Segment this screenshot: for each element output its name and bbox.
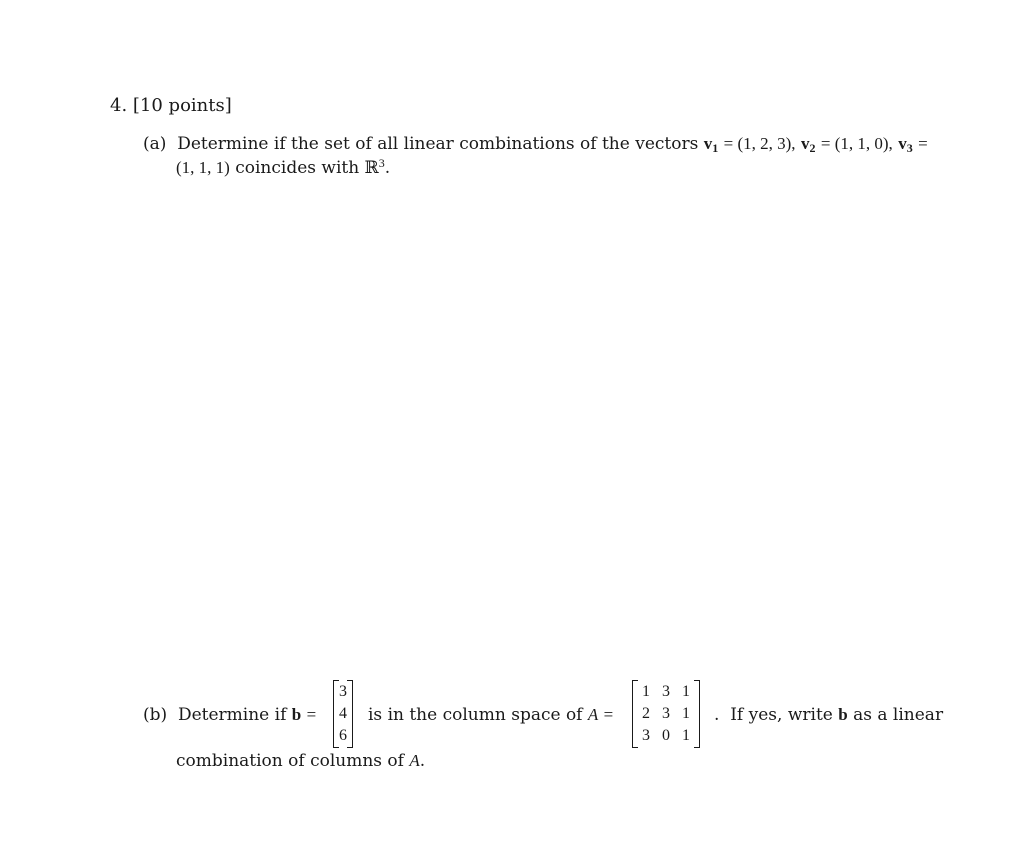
part-b-middle-text: is in the column space of [368, 705, 583, 725]
matrix-A-entry: 1 [682, 705, 690, 722]
vector-v3-name: $v_3$ [898, 134, 913, 155]
part-a-tail-text: coincides with [235, 158, 360, 178]
vector-v3-equals: = [918, 134, 928, 153]
vector-b-name-2: b [838, 705, 848, 724]
vector-v1-value: = (1, 2, 3), [723, 134, 796, 153]
part-b-period: . [419, 751, 426, 771]
part-b-line2-text: combination of columns of [176, 751, 404, 771]
matrix-b-entry: 3 [339, 683, 347, 700]
matrix-end-period: . [714, 705, 720, 725]
vector-v2-subscript: 2 [809, 141, 816, 155]
matrix-A-equals: = [603, 705, 614, 724]
matrix-A-entry: 3 [662, 683, 670, 700]
part-b-if-yes-text: If yes, write [730, 705, 833, 725]
part-a-label: (a) [143, 134, 167, 154]
matrix-A-entry: 0 [662, 727, 670, 744]
part-b-prefix [143, 705, 316, 725]
vector-v3-value: (1, 1, 1) [176, 158, 230, 177]
matrix-A-entry: 1 [682, 727, 690, 744]
matrix-A-name: A [587, 705, 599, 724]
part-a-intro-text: Determine if the set of all linear combinations of the vectors [177, 134, 699, 154]
matrix-b-entry: 4 [339, 705, 347, 722]
vector-v2-value: = (1, 1, 0), [820, 134, 893, 153]
part-b-intro-text: Determine if [177, 705, 287, 725]
vector-v3-subscript: 3 [906, 141, 913, 155]
part-b-line-2 [176, 751, 425, 771]
matrix-b-entry: 6 [339, 727, 347, 744]
vector-v1-subscript: 1 [712, 141, 719, 155]
matrix-A-entry: 2 [642, 705, 650, 722]
part-b-as-linear-text: as a linear [853, 705, 944, 725]
part-b-middle [368, 705, 613, 725]
part-a-period: . [384, 158, 391, 178]
part-b-label: (b) [143, 705, 168, 725]
real-space-exponent: 3 [378, 156, 385, 170]
problem-heading: 4. [10 points] [110, 95, 232, 116]
vector-b-matrix [333, 680, 353, 748]
part-a-line-1 [143, 134, 928, 154]
vector-b-name: b [291, 705, 302, 724]
matrix-A-entry: 3 [662, 705, 670, 722]
matrix-A [632, 680, 700, 748]
matrix-A-entry: 3 [642, 727, 650, 744]
matrix-A-name-2: A [409, 751, 420, 770]
vector-b-equals: = [306, 705, 317, 724]
real-space-symbol: ℝ$^3$ [364, 156, 385, 177]
matrix-A-entry: 1 [642, 683, 650, 700]
vector-v1-name: $v_1$ [703, 134, 719, 155]
vector-v2-name: $v_2$ [800, 134, 816, 155]
part-a-line-2 [176, 158, 390, 178]
matrix-A-entry: 1 [682, 683, 690, 700]
part-b-suffix [714, 705, 943, 725]
